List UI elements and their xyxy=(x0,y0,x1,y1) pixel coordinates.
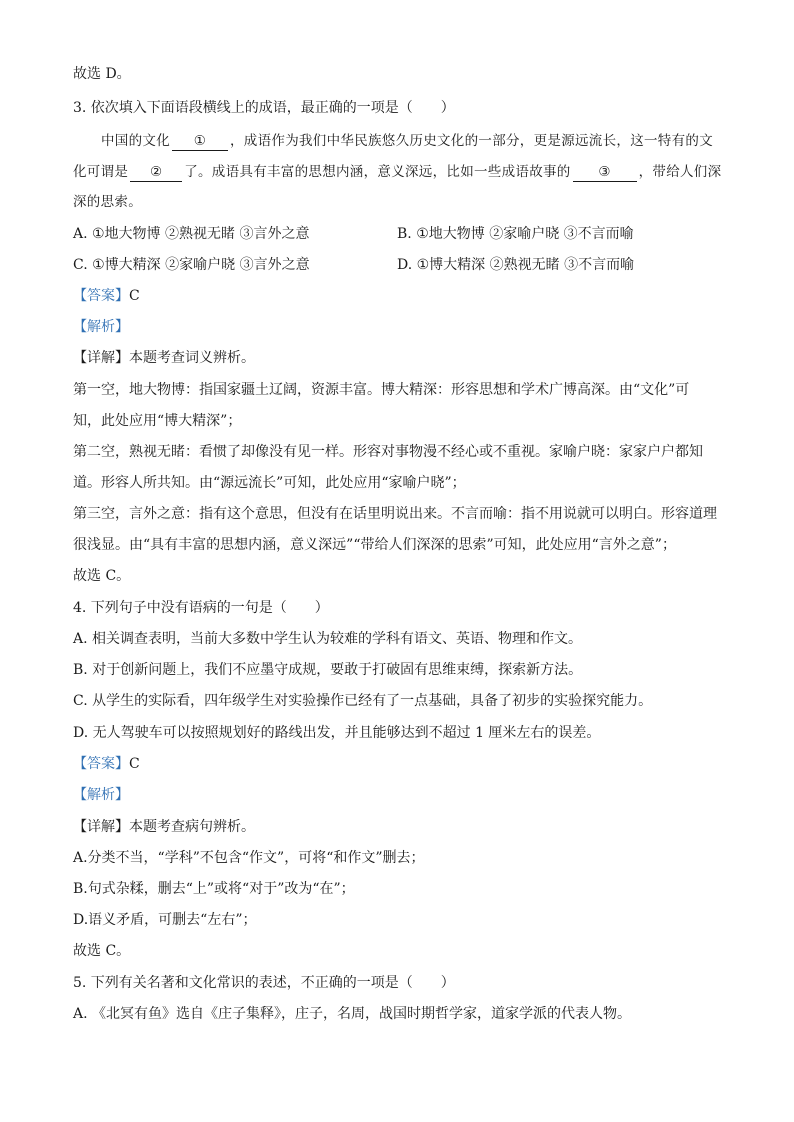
option-d: D. ①博大精深 ②熟视无睹 ③不言而喻 xyxy=(397,257,635,273)
answer-tag: 【答案】 xyxy=(73,288,129,304)
q5-option-a: A. 《北冥有鱼》选自《庄子集释》，庄子，名周，战国时期哲学家，道家学派的代表人物。 xyxy=(73,1006,632,1022)
option-b: B. ①地大物博 ②家喻户晓 ③不言而喻 xyxy=(397,226,634,242)
q4-analysis-tag: 【解析】 xyxy=(73,787,129,803)
passage-text: ，成语作为我们中华民族悠久历史文化的一部分，更是源远流长，这一特有的文 xyxy=(230,133,713,149)
previous-conclusion: 故选 D。 xyxy=(73,66,131,82)
q5-stem: 5. 下列有关名著和文化常识的表述，不正确的一项是（ ） xyxy=(73,975,455,991)
q3-explanation-line: 很浅显。由“具有丰富的思想内涵，意义深远”“带给人们深深的思索”可知，此处应用“言外之意”； xyxy=(73,537,676,553)
q3-explanation-line: 第一空，地大物博：指国家疆土辽阔，资源丰富。博大精深：形容思想和学术广博高深。由“文化”可 xyxy=(73,382,690,398)
q4-explanation-line: A.分类不当，“学科”不包含“作文”，可将“和作文”删去； xyxy=(73,850,425,866)
option-c: C. ①博大精深 ②家喻户晓 ③言外之意 xyxy=(73,257,310,273)
detail-intro: 本题考查词义辨析。 xyxy=(129,350,255,366)
answer-value: C xyxy=(129,288,140,304)
q3-passage-line-1 xyxy=(101,131,713,151)
q4-explanation-line: B.句式杂糅，删去“上”或将“对于”改为“在”； xyxy=(73,881,355,897)
q3-explanation-line: 第三空，言外之意：指有这个意思，但没有在话里明说出来。不言而喻：指不用说就可以明白。形容道理 xyxy=(73,506,717,522)
blank-1: ① xyxy=(172,133,228,151)
passage-text: 化可谓是 xyxy=(73,164,129,180)
q4-stem: 4. 下列句子中没有语病的一句是（ ） xyxy=(73,600,329,616)
answer-value: C xyxy=(129,756,140,772)
q3-explanation-line: 第二空，熟视无睹：看惯了却像没有见一样。形容对事物漫不经心或不重视。家喻户晓：家家户户都知 xyxy=(73,444,703,460)
detail-tag: 【详解】 xyxy=(73,819,129,835)
q3-explanation-line: 知，此处应用“博大精深”； xyxy=(73,413,242,429)
q3-answer xyxy=(73,286,140,306)
q3-stem: 3. 依次填入下面语段横线上的成语，最正确的一项是（ ） xyxy=(73,100,455,116)
q4-detail xyxy=(73,817,255,837)
q4-option-b: B. 对于创新问题上，我们不应墨守成规，要敢于打破固有思维束缚，探索新方法。 xyxy=(73,662,583,678)
q3-passage-line-3: 深的思索。 xyxy=(73,194,142,210)
q3-conclusion: 故选 C。 xyxy=(73,568,131,584)
q3-options-row-2 xyxy=(73,255,728,275)
q4-option-d: D. 无人驾驶车可以按照规划好的路线出发，并且能够达到不超过 1 厘米左右的误差。 xyxy=(73,725,601,741)
passage-text: 了。成语具有丰富的思想内涵，意义深远，比如一些成语故事的 xyxy=(184,164,571,180)
passage-text: 中国的文化 xyxy=(101,133,170,149)
detail-tag: 【详解】 xyxy=(73,350,129,366)
q4-option-c: C. 从学生的实际看，四年级学生对实验操作已经有了一点基础，具备了初步的实验探究能力。 xyxy=(73,693,653,709)
passage-text: ，带给人们深 xyxy=(638,164,722,180)
q4-option-a: A. 相关调查表明，当前大多数中学生认为较难的学科有语文、英语、物理和作文。 xyxy=(73,631,583,647)
q4-explanation-line: D.语义矛盾，可删去“左右”； xyxy=(73,912,257,928)
q3-explanation-line: 道。形容人所共知。由“源远流长”可知，此处应用“家喻户晓”； xyxy=(73,475,466,491)
answer-tag: 【答案】 xyxy=(73,756,129,772)
q3-options-row-1 xyxy=(73,224,728,244)
q3-detail xyxy=(73,348,255,368)
q3-passage-line-2 xyxy=(73,162,721,182)
q4-conclusion: 故选 C。 xyxy=(73,943,131,959)
blank-2: ② xyxy=(130,164,182,182)
q4-answer xyxy=(73,754,140,774)
option-a: A. ①地大物博 ②熟视无睹 ③言外之意 xyxy=(73,226,310,242)
detail-intro: 本题考查病句辨析。 xyxy=(129,819,255,835)
q3-analysis-tag: 【解析】 xyxy=(73,319,129,335)
blank-3: ③ xyxy=(573,164,637,182)
